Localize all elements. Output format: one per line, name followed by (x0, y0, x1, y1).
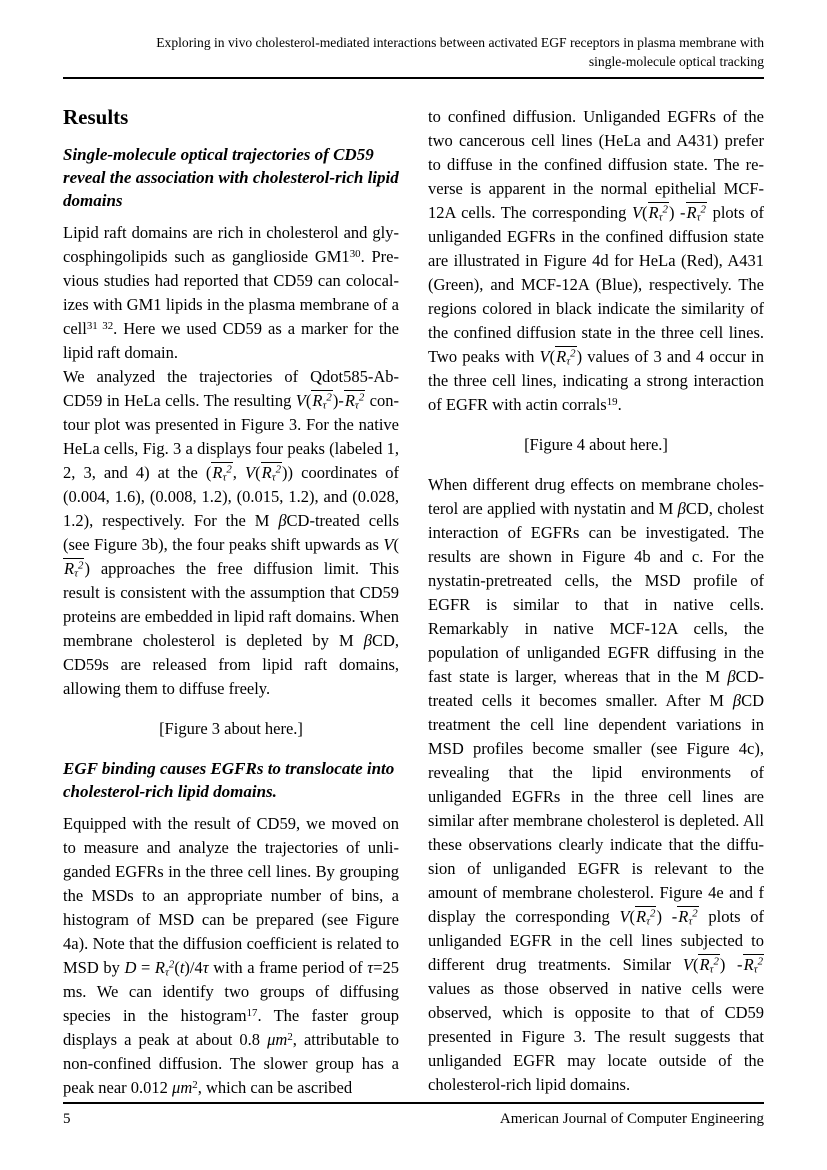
paragraph-cd59-trajectories: We analyzed the trajectories of Qdot585-Ab-CD59 in HeLa cells. The resulting $V(R_\tau^2)-R_\tau^2$ contour plot was presented in Figure 3. For the native HeLa cells, Fig. 3 a displays four peaks (labeled 1, 2, 3, and 4) at the ($R_\tau^2$, $V(R_\tau^2)$) coordinates of (0.004, 1.6), (0.008, 1.2), (0.015, 1.2), and (0.028, 1.2), respectively. For the M βCD-treated cells (see Figure 3b), the four peaks shift upwards as $V(R_\tau^2)$ approaches the free diffusion limit. This result is consistent with the assumption that CD59 proteins are embedded in lipid raft domains. When membrane cholesterol is depleted by M βCD, CD59s are released from lipid raft domains, allowing them to diffuse freely. (63, 367, 399, 698)
figure3-placeholder: [Figure 3 about here.] (159, 719, 303, 738)
results-heading: Results (63, 105, 129, 129)
paragraph-drug-effects: When different drug effects on membrane cholesterol are applied with nystatin and M βCD, cholest interaction of EGFRs can be investigated. The results are shown in Figure 4b and c. For the nystatin-pretreated cells, the MSD profile of EGFR is similar to that in native cells. Remarkably in native MCF-12A cells, the population of unliganded EGFR diffusing in the fast state is larger, whereas that in the M βCD-treated cells it becomes smaller. After M βCD treatment the cell line dependent variations in MSD profiles become smaller (see Figure 4c), revealing that the lipid environments of unliganded EGFRs in the three cell lines are similar after membrane cholesterol is depleted. All these observations clearly indicate that the diffusion of unliganded EGFR is relevant to the amount of membrane cholesterol. Figure 4e and f display the corresponding $V(R_\tau^2)$ $-R_\tau^2$ plots of unliganded EGFR in the cell lines subjected to different drug treatments. Similar $V(R_\tau^2)$ $-R_\tau^2$ values as those observed in native cells were observed, which is opposite to that of CD59 presented in Figure 3. The result suggests that unliganded EGFR may locate outside of the cholesterol-rich lipid domains. (428, 475, 764, 1094)
left-column (63, 105, 399, 1100)
paragraph-lipid-raft: Lipid raft domains are rich in cholesterol and glycosphingolipids such as ganglioside $GM1^{30}$. Previous studies had reported that CD59 can colocalizes with GM1 lipids in the plasma membrane of a cell$^{31 32}$. Here we used CD59 as a marker for the lipid raft domain. (63, 223, 400, 362)
two-column-body (63, 105, 764, 1100)
paragraph-confined-diffusion: to confined diffusion. Unliganded EGFRs of the two cancerous cell lines (HeLa and A431) prefer to diffuse in the confined diffusion state. The reverse is apparent in the normal epithelial MCF-12A cells. The corresponding $V(R_\tau^2)$ $-R_\tau^2$ plots of unliganded EGFRs in the confined diffusion state are illustrated in Figure 4d for HeLa (Red), A431 (Green), and MCF-12A (Blue), respectively. The regions colored in black indicate the similarity of the confined diffusion state in the three cell lines. Two peaks with $V(R_\tau^2)$ values of 3 and 4 occur in the three cell lines, indicating a strong interaction of EGFR with actin corrals$^{19}$. (428, 107, 764, 414)
header-rule (63, 77, 764, 79)
journal-name: American Journal of Computer Engineering (499, 1111, 764, 1127)
section1-heading: Single-molecule optical trajectories of CD59 reveal the association with cholesterol-rich lipid domains (63, 145, 399, 210)
running-title-line1: Exploring in vivo cholesterol-mediated interactions between activated EGF receptors in plasma membrane with (156, 35, 764, 50)
page-footer (63, 1102, 764, 1128)
running-head (63, 0, 764, 71)
right-column (428, 105, 764, 1100)
page-number: 5 (63, 1111, 71, 1127)
paragraph-egfr-msd: Equipped with the result of CD59, we moved on to measure and analyze the trajectories of unliganded EGFRs in the three cell lines. By grouping the MSDs to an appropriate number of bins, a histogram of MSD can be prepared (see Figure 4a). Note that the diffusion coefficient is related to MSD by $D = R_\tau^2(t)/4\tau$ with a frame period of τ=25 ms. We can identify two groups of diffusing species in the histogram$^{17}$. The faster group displays a peak at about 0.8 $\mu m^2$, attributable to non-confined diffusion. The slower group has a peak near 0.012 $\mu m^2$, which can be ascribed (63, 814, 399, 1097)
running-title-line2: single-molecule optical tracking (588, 54, 764, 69)
figure4-placeholder: [Figure 4 about here.] (524, 435, 668, 454)
section2-heading: EGF binding causes EGFRs to translocate into cholesterol-rich lipid domains. (63, 759, 395, 801)
